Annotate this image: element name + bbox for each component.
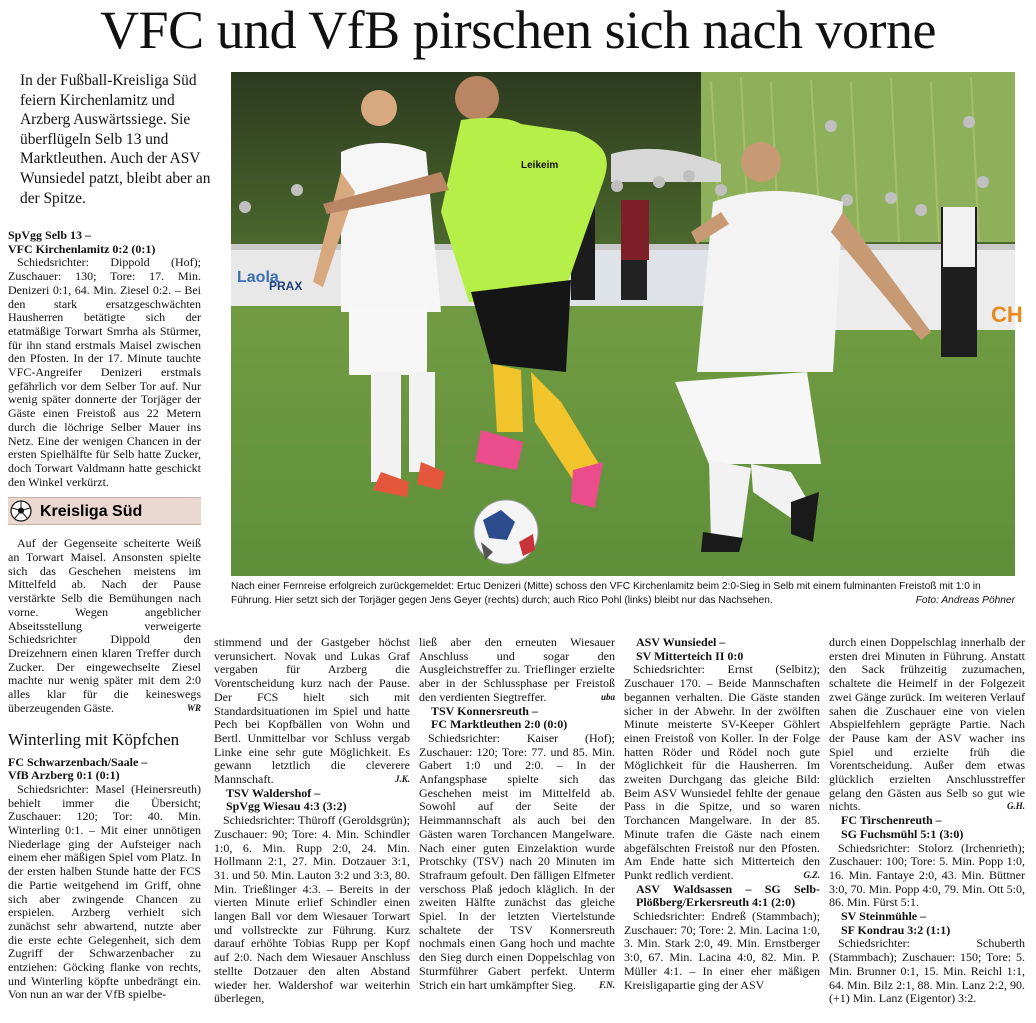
shirt-sponsor: Leikeim (521, 160, 559, 171)
match-report: Schiedsrichter: Schuberth (Stammbach); Zuschauer: 150; Tore: 5. Min. Brunner 0:1, 15. Min. Reichl 1:1, 64. Min. Bilz 2:1, 88. Min. Lanz 2:2, 90. (+1) Min. Lanz (Eigentor) 3:2. (829, 936, 1025, 1006)
match-report-text: stimmend und der Gastgeber höchst verunsichert. Novak und Lukas Graf vergaben für Arzberg die Vorentscheidung kurz nach der Pause. Der FCS hielt sich mit Standardsituationen im Spiel und hatte Pech bei Kopfbällen von Wohn und Bertl. Unmittelbar vor Schluss vergab Linke eine sehr gute Möglichkeit. Es gewann letztlich die cleverere Mannschaft. (214, 635, 410, 787)
headline: VFC und VfB pirschen sich nach vorne (100, 0, 936, 60)
photo-illustration (231, 72, 1023, 576)
match-report: Schiedsrichter: Dippold (Hof); Zuschauer: 130; Tore: 17. Min. Denizeri 0:1, 64. Min. Ziesel 0:2. – Bei den stark ersatzgeschwächten Hausherren betätigte sich der etatmäßige Torwart Smrha als Stürmer, für ihn stand erstmals Maisel zwischen den Pfosten. In der 17. Minute tauchte VFC-Angreifer Denizeri erstmals gefährlich vor dem Selber Tor auf. Nur wenig später donnerte der Torjäger der Gäste einen Freistoß aus 22 Metern durch die löchrige Selber Mauer ins Netz. Eine der wenigen Chancen in der ersten Spielhälfte für Selb hatte Zucker, doch Torwart Valdmann hatte geschickt den Winkel verkürzt. (8, 255, 201, 489)
match-heading: SpVgg Wiesau 4:3 (3:2) (226, 799, 347, 814)
match-report (8, 537, 201, 715)
lead-paragraph: In der Fußball-Kreisliga Süd feiern Kirchenlamitz und Arzberg Auswärtssiege. Sie überflügeln Selb 13 und Marktleuthen. Auch der ASV Wunsiedel patzt, bleibt aber an der Spitze. (20, 72, 211, 207)
match-report-text: ließ aber den erneuten Wiesauer Anschluss und sogar den Ausgleichstreffer zu. Trieflinger erzielte aber in der Schlussphase per Freistoß den verdienten Siegtreffer. (419, 635, 615, 704)
author-signature: J.K. (394, 774, 410, 785)
ad-board-text: Laola (237, 269, 279, 286)
match-heading: FC Marktleuthen 2:0 (0:0) (431, 717, 568, 732)
match-heading: SV Steinmühle – (841, 909, 927, 924)
article-columns (214, 636, 1026, 1006)
match-heading: SG Fuchsmühl 5:1 (3:0) (841, 826, 964, 841)
match-heading: SF Kondrau 3:2 (1:1) (841, 922, 951, 937)
match-heading: SV Mitterteich II 0:0 (636, 648, 744, 663)
match-heading: FC Schwarzenbach/Saale – (8, 754, 148, 769)
match-heading: ASV Waldsassen – SG Selb-Plößberg/Erkersreuth 4:1 (2:0) (636, 881, 820, 910)
match-report-text: Auf der Gegenseite scheiterte Weiß an Torwart Maisel. Ansonsten spielte sich das Geschehen meistens im Mittelfeld ab. Nach der Pause verstärkte Selb die Bemühungen nach vorne. Wegen angeblicher Abseitsstellung verweigerte Schiedsrichter Dippold den Dreizehnern einen klaren Treffer durch Zucker. Der eingewechselte Ziesel machte nur wenig später mit dem 2:0 alles klar für die keineswegs überzeugenden Gäste. (8, 536, 201, 715)
match-report-text: Schiedsrichter: Ernst (Selbitz); Zuschauer 170. – Beide Mannschaften begannen verhalten. Die Gäste standen sicher in der Abwehr. In der zwölften Minute meisterte SV-Keeper Göhlert einen Freistoß von Koller. In der Folge hatten Röder und Rödel noch gute Möglichkeit für die Hausherren. Im zweiten Durchgang das gleiche Bild: Beim ASV Wunsiedel fehlte der genaue Pass in die Spitze, und so waren Torchancen Mangelware. In der 85. Minute trafen die Gäste nach einem abgefälschten Freistoß nur den Pfosten. Am Ende hatte sich Mitterteich den Punkt redlich verdient. (624, 662, 820, 882)
article-column-4 (829, 636, 1025, 1006)
author-signature: WR (186, 702, 201, 713)
match-report: Schiedsrichter: Stolorz (Irchenrieth); Zuschauer: 100; Tore: 5. Min. Popp 1:0, 16. Min. Fantaye 2:0, 43. Min. Büttner 3:0, 70. Min. Popp 4:0, 79. Min. Ott 5:0, 86. Min. Fürst 5:1. (829, 840, 1025, 910)
author-signature: G.Z. (803, 869, 820, 880)
match-heading: VfB Arzberg 0:1 (0:1) (8, 768, 120, 783)
caption-text: Nach einer Fernreise erfolgreich zurückgemeldet: Ertuc Denizeri (Mitte) schoss den VFC Kirchenlamitz beim 2:0-Sieg in Selb mit einem fulminanten Freistoß mit 1:0 in Führung. Hier setzt sich der Torjäger gegen Jens Geyer (rechts) durch; auch Rico Pohl (links) bleibt nur das Nachsehen. (231, 581, 981, 606)
match-report (624, 663, 820, 882)
author-signature: uba (600, 691, 615, 702)
photo-credit: Foto: Andreas Pöhner (915, 595, 1015, 606)
match-heading: SpVgg Selb 13 – (8, 228, 92, 242)
article-column-1 (214, 636, 410, 1006)
match-report: Schiedsrichter: Endreß (Stammbach); Zuschauer: 70; Tore: 2. Min. Lacina 1:0, 3. Min. Stark 2:0, 49. Min. Ernstberger 3:0, 67. Min. Lacina 4:0, 82. Min. P. Müller 4:1. – In einer eher mäßigen Kreisligapartie ging der ASV (624, 909, 820, 992)
section-label-box (8, 497, 201, 525)
match-report (214, 636, 410, 787)
match-report (419, 732, 615, 992)
match-report-text: durch einen Doppelschlag innerhalb der ersten drei Minuten in Führung. Anstatt den Sack frühzeitig zuzumachen, schaltete die Heimelf in der Folgezeit zwei Gänge zurück. Im weiteren Verlauf sahen die Zuschauer eine von vielen Abspielfehlern geprägte Partie. Nach der Pause kam der ASV wacher ins Spiel und erzielte früh die Vorentscheidung. Außer dem etwas glücklich erzielten Anschlusstreffer gelang den Gästen aus Selb so gut wie nichts. (829, 635, 1025, 814)
match-heading: TSV Waldershof – (226, 785, 321, 800)
match-heading: VFC Kirchenlamitz 0:2 (0:1) (8, 241, 156, 256)
match-report-text: Schiedsrichter: Kaiser (Hof); Zuschauer: 120; Tore: 77. und 85. Min. Gabert 1:0 und 2:0. – In der Anfangsphase spielte sich das Geschehen meist im Mittelfeld ab. Sowohl auf der Seite der Heimmannschaft als auch bei den Gästen waren Torchancen Mangelware. Nach einer guten Einzelaktion wurde Protschky (TSV) nach 20 Minuten im Strafraum gefoult. Den fälligen Elfmeter verschoss Plaß jedoch kläglich. In der zweiten Hälfte zunächst das gleiche Spiel. In der letzten Viertelstunde schaltete der TSV Konnersreuth nochmals einen Gang hoch und machte den Sieg durch einen Doppelschlag von Sturmführer Gabert perfekt. Unterm Strich ein hart umkämpfter Sieg. (419, 730, 615, 992)
match-heading: ASV Wunsiedel – (636, 635, 726, 649)
left-column (8, 229, 201, 1002)
article-column-3 (624, 636, 820, 1006)
match-report (419, 636, 615, 705)
author-signature: G.H. (1007, 801, 1025, 812)
match-heading: FC Tirschenreuth – (841, 813, 942, 828)
author-signature: F.N. (599, 979, 615, 990)
ad-board-text: PRAX (269, 279, 303, 293)
subheadline: Winterling mit Köpfchen (8, 729, 180, 749)
article-column-2 (419, 636, 615, 1006)
photo-caption (231, 580, 1015, 608)
match-report (829, 636, 1025, 814)
match-report: Schiedsrichter: Masel (Heinersreuth) behielt immer die Übersicht; Zuschauer: 120; Tor: 40. Min. Winterling 0:1. – Mit einer unnötigen Niederlage ging der Aufsteiger nach einem eher mäßigen Spiel vom Platz. In der ersten halben Stunde hatte der FCS die Partie weitgehend im Griff, ohne sich aber zwingende Chancen zu erspielen. Arzberg verhielt sich zunächst sehr abwartend, nutzte aber die erste echte Gelegenheit, sich dem Zugriff der Schwarzenbacher zu entziehen: Göcking flanke von rechts, und Winterling köpfte unbedrängt ein. Von nun an war der VfB spielbe- (8, 781, 201, 1002)
match-report: Schiedsrichter: Thüroff (Geroldsgrün); Zuschauer: 90; Tore: 4. Min. Schindler 1:0, 6. Min. Rupp 2:0, 24. Min. Hollmann 2:1, 27. Min. Dotzauer 3:1, 31. und 50. Min. Lauton 3:2 und 3:3, 80. Min. Trießlinger 4:3. – Bereits in der vierten Minute erlief Schindler einen langen Ball vor dem Wiesauer Torwart und vollstreckte zur Führung. Kurz darauf erhöhte Tobias Rupp per Kopf auf 2:0. Nach dem Wiesauer Anschluss stellte Dotzauer den alten Abstand wieder her. Waldershof war weiterhin überlegen, (214, 813, 410, 1006)
ad-board-text: CH (991, 302, 1023, 327)
match-heading: TSV Konnersreuth – (431, 703, 538, 718)
section-label: Kreisliga Süd (40, 502, 143, 520)
match-photo (231, 72, 1023, 576)
football-icon (10, 500, 32, 522)
